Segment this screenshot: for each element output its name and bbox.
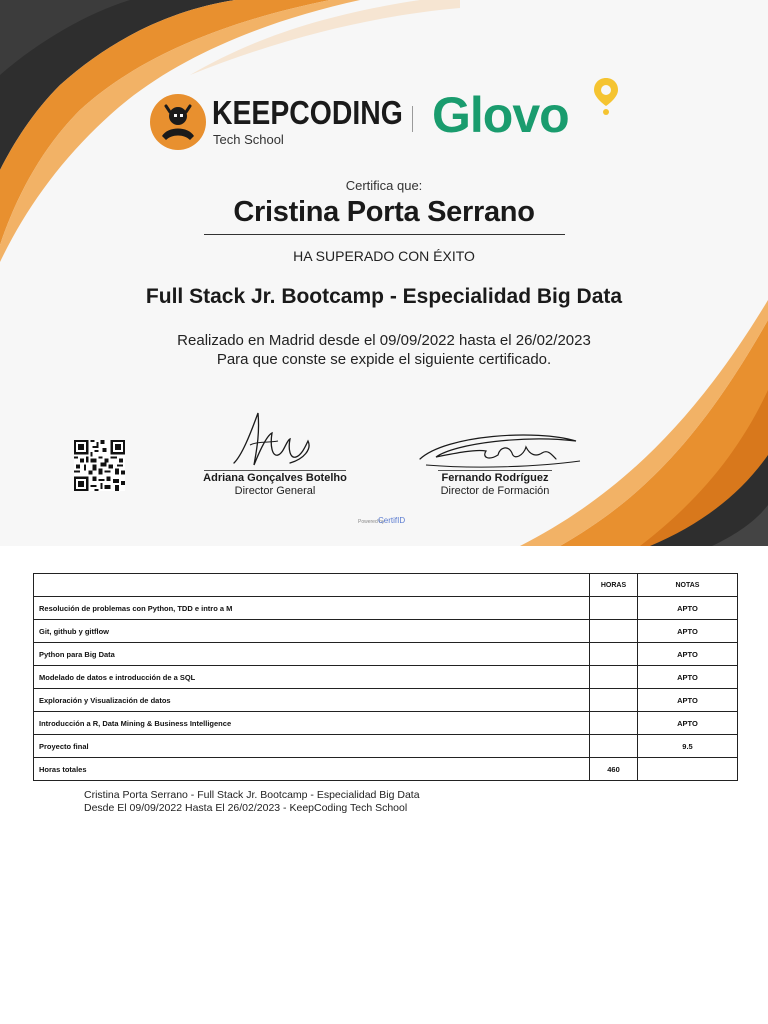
- footer-line-1: Cristina Porta Serrano - Full Stack Jr. Bootcamp - Especialidad Big Data: [84, 789, 420, 801]
- row-subject: Git, github y gitflow: [34, 620, 590, 643]
- signature-2-role: Director de Formación: [440, 485, 550, 497]
- row-subject: Modelado de datos e introducción de a SQL: [34, 666, 590, 689]
- signature-2-name: Fernando Rodríguez: [441, 472, 549, 484]
- table-row: [34, 597, 738, 620]
- powered-by-label: Powered by: [358, 519, 385, 525]
- header-hours: HORAS: [590, 574, 638, 597]
- name-underline: [204, 234, 565, 235]
- table-row: [34, 735, 738, 758]
- table-row: [34, 666, 738, 689]
- signature-2-icon: [416, 425, 582, 475]
- row-grade: APTO: [638, 597, 738, 620]
- signature-1-icon: [228, 405, 318, 470]
- row-subject: Introducción a R, Data Mining & Business Intelligence: [34, 712, 590, 735]
- row-hours: [590, 643, 638, 666]
- row-grade: [638, 758, 738, 781]
- row-subject: Proyecto final: [34, 735, 590, 758]
- row-grade: 9.5: [638, 735, 738, 758]
- row-hours: [590, 735, 638, 758]
- qr-code-icon[interactable]: [74, 440, 125, 491]
- row-hours: [590, 689, 638, 712]
- keepcoding-logo-icon: [150, 94, 206, 150]
- table-row: [34, 712, 738, 735]
- glovo-logo-text: Glovo: [432, 87, 569, 143]
- row-hours: [590, 712, 638, 735]
- row-grade: APTO: [638, 620, 738, 643]
- row-subject: Horas totales: [34, 758, 590, 781]
- course-title: Full Stack Jr. Bootcamp - Especialidad Big Data: [145, 285, 623, 308]
- passed-label: HA SUPERADO CON ÉXITO: [293, 248, 475, 264]
- signature-1-role: Director General: [234, 485, 316, 497]
- grades-table: [33, 573, 738, 781]
- signature-1-line: [204, 470, 346, 471]
- dates-text: Realizado en Madrid desde el 09/09/2022 hasta el 26/02/2023: [177, 332, 591, 349]
- row-grade: APTO: [638, 712, 738, 735]
- keepcoding-title: KEEPCODING: [212, 94, 403, 131]
- certifica-label: Certifica que:: [345, 178, 423, 193]
- logo-separator: [412, 106, 413, 132]
- row-hours: [590, 620, 638, 643]
- row-subject: Resolución de problemas con Python, TDD e intro a M: [34, 597, 590, 620]
- footer-line-2: Desde El 09/09/2022 Hasta El 26/02/2023 - KeepCoding Tech School: [84, 802, 408, 814]
- table-row: [34, 620, 738, 643]
- header-subject: [34, 574, 590, 597]
- issue-text: Para que conste se expide el siguiente certificado.: [216, 351, 552, 368]
- row-grade: APTO: [638, 666, 738, 689]
- keepcoding-subtitle: Tech School: [213, 132, 284, 147]
- row-grade: APTO: [638, 643, 738, 666]
- signature-2-line: [438, 470, 552, 471]
- row-hours: 460: [590, 758, 638, 781]
- row-hours: [590, 597, 638, 620]
- row-subject: Exploración y Visualización de datos: [34, 689, 590, 712]
- table-row: [34, 689, 738, 712]
- row-subject: Python para Big Data: [34, 643, 590, 666]
- recipient-name: Cristina Porta Serrano: [233, 196, 535, 228]
- table-header-row: [34, 574, 738, 597]
- certifid-brand[interactable]: CertifID: [378, 516, 406, 525]
- row-grade: APTO: [638, 689, 738, 712]
- table-row-total: [34, 758, 738, 781]
- table-row: [34, 643, 738, 666]
- header-grades: NOTAS: [638, 574, 738, 597]
- row-hours: [590, 666, 638, 689]
- glovo-pin-icon: [591, 76, 621, 116]
- logos-area: [150, 76, 630, 156]
- signature-1-name: Adriana Gonçalves Botelho: [203, 472, 347, 484]
